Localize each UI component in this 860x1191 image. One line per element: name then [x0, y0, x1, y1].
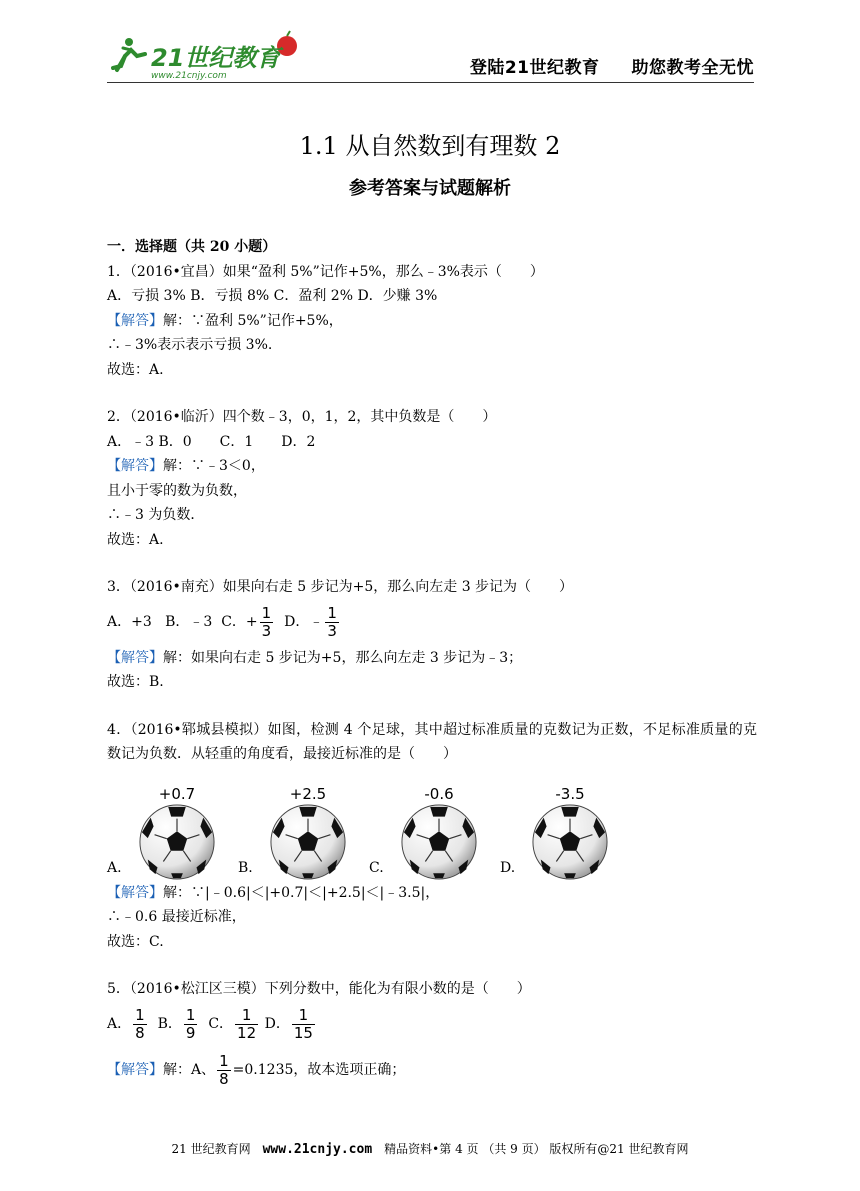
ball-option — [369, 785, 500, 881]
answer-tag: 【解答】 — [107, 1062, 163, 1079]
svg-text:www.21cnjy.com: www.21cnjy.com — [151, 71, 227, 80]
answer-tag: 【解答】 — [107, 312, 163, 329]
q4-conclusion: 故选：C. — [107, 933, 164, 950]
page-footer: 21 世纪教育网 www.21cnjy.com 精品资料•第 4 页 （共 9 页） 版权所有@21 世纪教育网 — [171, 1142, 689, 1157]
ball-weight-label: +2.5 — [289, 784, 327, 803]
document-body — [107, 235, 757, 1094]
footer-site-link[interactable]: www.21cnjy.com — [262, 1142, 373, 1157]
soccer-ball-icon — [138, 803, 216, 881]
ball-option — [238, 785, 369, 881]
ball-weight-label: +0.7 — [158, 784, 196, 803]
q2-solution-line: 且小于零的数为负数， — [107, 482, 247, 499]
q1-solution-line: ∴﹣3%表示表示亏损 3%. — [107, 337, 273, 353]
q2-solution-line: ∴﹣3 为负数． — [107, 507, 205, 523]
fraction: $\frac{1}{12}$ — [237, 1006, 257, 1042]
option-letter: A. — [107, 860, 122, 876]
fraction: $\frac{1}{3}$ — [327, 604, 337, 640]
q4-ball-options — [107, 769, 757, 881]
site-logo — [107, 30, 307, 80]
q3-conclusion: 故选：B. — [107, 674, 164, 690]
header-slogan: 登陆21世纪教育 助您教考全无忧 — [469, 58, 754, 78]
q1-options: A．亏损 3% B．亏损 8% C．盈利 2% D．少赚 3% — [107, 288, 438, 304]
q4-solution-line: 【解答】解：∵|﹣0.6|＜|+0.7|＜|+2.5|＜|﹣3.5|， — [107, 884, 440, 901]
q1-solution-line: 【解答】解：∵盈利 5%”记作+5%， — [107, 312, 343, 329]
fraction: $\frac{1}{3}$ — [261, 604, 272, 640]
q2-stem: 2．（2016•临沂）四个数﹣3，0，1，2，其中负数是（ ） — [107, 409, 497, 425]
q3-solution-line: 【解答】解：如果向右走 5 步记为+5，那么向左走 3 步记为﹣3； — [107, 649, 523, 666]
q2-options: A．﹣3 B．0 C．1 D．2 — [107, 433, 316, 450]
soccer-ball-icon — [269, 803, 347, 881]
page-header — [107, 30, 754, 83]
fraction: $\frac{1}{8}$ — [135, 1006, 145, 1042]
q3-options: A．+3 B．﹣3 C．+ $\frac{1}{3}$ D．﹣ $\frac{1}{3}$ — [107, 604, 337, 640]
fraction: $\frac{1}{15}$ — [293, 1006, 313, 1042]
svg-text:21世纪教育: 21世纪教育 — [151, 44, 281, 72]
q5-stem: 5．（2016•松江区三模）下列分数中，能化为有限小数的是（ ） — [107, 981, 531, 997]
option-letter: B. — [238, 860, 253, 876]
ball-weight-label: -0.6 — [424, 784, 454, 803]
option-letter: D. — [500, 860, 516, 876]
answer-tag: 【解答】 — [107, 649, 163, 666]
answer-tag: 【解答】 — [107, 884, 163, 901]
page-title: 1.1 从自然数到有理数 2 — [299, 132, 561, 160]
section-heading: 一．选择题（共 20 小题） — [107, 239, 277, 255]
q5-solution-line: 【解答】 解：A、 $\frac{1}{8}$ =0.1235，故本选项正确； — [107, 1052, 406, 1088]
q2-conclusion: 故选：A. — [107, 531, 164, 548]
fraction: $\frac{1}{9}$ — [185, 1006, 196, 1042]
ball-option — [107, 785, 238, 881]
ball-weight-label: -3.5 — [555, 784, 585, 803]
page-subtitle: 参考答案与试题解析 — [349, 178, 511, 199]
fraction: $\frac{1}{8}$ — [219, 1052, 229, 1088]
q5-options: A． $\frac{1}{8}$ B． $\frac{1}{9}$ C． $\frac{1}{12}$ D． $\frac{1}{15}$ — [107, 1006, 313, 1042]
q4-solution-line: ∴﹣0.6 最接近标准， — [107, 909, 246, 925]
q2-solution-line: 【解答】解：∵﹣3＜0， — [107, 458, 265, 474]
q1-stem: 1．（2016•宜昌）如果“盈利 5%”记作+5%，那么﹣3%表示（ ） — [107, 263, 544, 280]
ball-option — [500, 785, 631, 881]
soccer-ball-icon — [400, 803, 478, 881]
q1-conclusion: 故选：A. — [107, 361, 164, 378]
q4-stem: 4．（2016•郓城县模拟）如图，检测 4 个足球，其中超过标准质量的克数记为正数，不足标准质量的克数记为负数．从轻重的角度看，最接近标准的是（ ） — [107, 721, 757, 762]
q3-stem: 3．（2016•南充）如果向右走 5 步记为+5，那么向左走 3 步记为（ ） — [107, 579, 574, 595]
option-letter: C. — [369, 860, 384, 876]
soccer-ball-icon — [531, 803, 609, 881]
answer-tag: 【解答】 — [107, 458, 163, 474]
